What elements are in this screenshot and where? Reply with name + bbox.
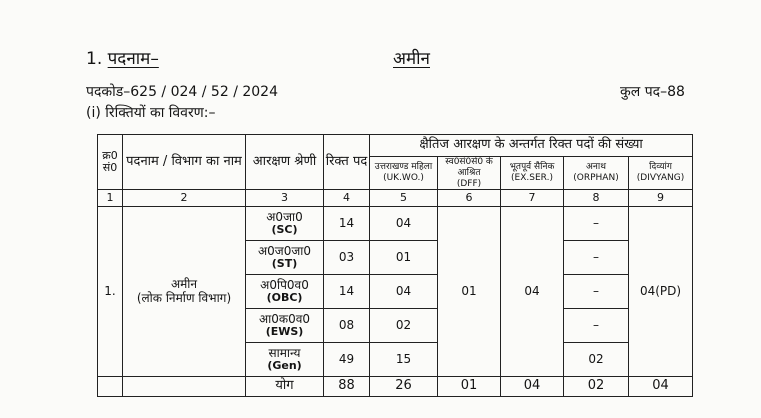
- post-code: पदकोड–625 / 024 / 52 / 2024: [86, 84, 278, 100]
- category-cell: आ0क0व0 (EWS): [246, 309, 324, 343]
- section-number: (i): [86, 105, 101, 121]
- col-number: 2: [123, 190, 246, 207]
- post-dept-cell: अमीन (लोक निर्माण विभाग): [123, 207, 246, 377]
- heading-number: 1.: [86, 49, 103, 69]
- header-serial: क्र0 सं0: [98, 135, 123, 190]
- uk-wo-cell: 04: [370, 207, 438, 241]
- orphan-cell: –: [564, 207, 629, 241]
- heading-title: पदनाम–: [107, 49, 159, 69]
- orphan-cell: –: [564, 241, 629, 275]
- vacancy-cell: 08: [324, 309, 370, 343]
- category-cell: अ0ज0जा0 (ST): [246, 241, 324, 275]
- vacancy-cell: 03: [324, 241, 370, 275]
- orphan-cell: –: [564, 309, 629, 343]
- total-label: योग: [246, 377, 324, 397]
- category-cell: सामान्य (Gen): [246, 343, 324, 377]
- orphan-cell: 02: [564, 343, 629, 377]
- total-ex-ser: 04: [501, 377, 564, 397]
- vacancy-cell: 49: [324, 343, 370, 377]
- col-number: 9: [629, 190, 693, 207]
- col-number: 8: [564, 190, 629, 207]
- header-dff: स्व0सं0से0 के आश्रित (DFF): [438, 157, 501, 190]
- vacancy-cell: 14: [324, 275, 370, 309]
- total-orphan: 02: [564, 377, 629, 397]
- total-vacancies: 88: [324, 377, 370, 397]
- total-dff: 01: [438, 377, 501, 397]
- total-posts: कुल पद–88: [620, 84, 685, 100]
- uk-wo-cell: 01: [370, 241, 438, 275]
- col-number: 5: [370, 190, 438, 207]
- total-empty-cell: [123, 377, 246, 397]
- total-empty-cell: [98, 377, 123, 397]
- total-row: [98, 377, 693, 397]
- category-cell: अ0जा0 (SC): [246, 207, 324, 241]
- col-number: 4: [324, 190, 370, 207]
- col-number: 3: [246, 190, 324, 207]
- table-row: [98, 207, 693, 241]
- serial-cell: 1.: [98, 207, 123, 377]
- header-uk-wo: उत्तराखण्ड महिला (UK.WO.): [370, 157, 438, 190]
- post-name: अमीन: [393, 49, 430, 69]
- vacancy-cell: 14: [324, 207, 370, 241]
- header-post-dept: पदनाम / विभाग का नाम: [123, 135, 246, 190]
- vacancy-table: [97, 134, 693, 397]
- orphan-cell: –: [564, 275, 629, 309]
- header-vacancies: रिक्त पद: [324, 135, 370, 190]
- category-cell: अ0पि0व0 (OBC): [246, 275, 324, 309]
- total-divyang: 04: [629, 377, 693, 397]
- uk-wo-cell: 02: [370, 309, 438, 343]
- header-divyang: दिव्यांग (DIVYANG): [629, 157, 693, 190]
- total-uk-wo: 26: [370, 377, 438, 397]
- header-orphan: अनाथ (ORPHAN): [564, 157, 629, 190]
- ex-ser-cell: 04: [501, 207, 564, 377]
- vacancy-details-label: [86, 103, 216, 122]
- section-text: रिक्तियों का विवरण:–: [105, 105, 216, 121]
- uk-wo-cell: 15: [370, 343, 438, 377]
- col-number: 6: [438, 190, 501, 207]
- section-heading: [86, 46, 159, 69]
- dff-cell: 01: [438, 207, 501, 377]
- header-category: आरक्षण श्रेणी: [246, 135, 324, 190]
- uk-wo-cell: 04: [370, 275, 438, 309]
- header-horizontal-reservation: क्षैतिज आरक्षण के अन्तर्गत रिक्त पदों की संख्या: [370, 135, 693, 157]
- col-number: 7: [501, 190, 564, 207]
- divyang-cell: 04(PD): [629, 207, 693, 377]
- col-number: 1: [98, 190, 123, 207]
- header-ex-ser: भूतपूर्व सैनिक (EX.SER.): [501, 157, 564, 190]
